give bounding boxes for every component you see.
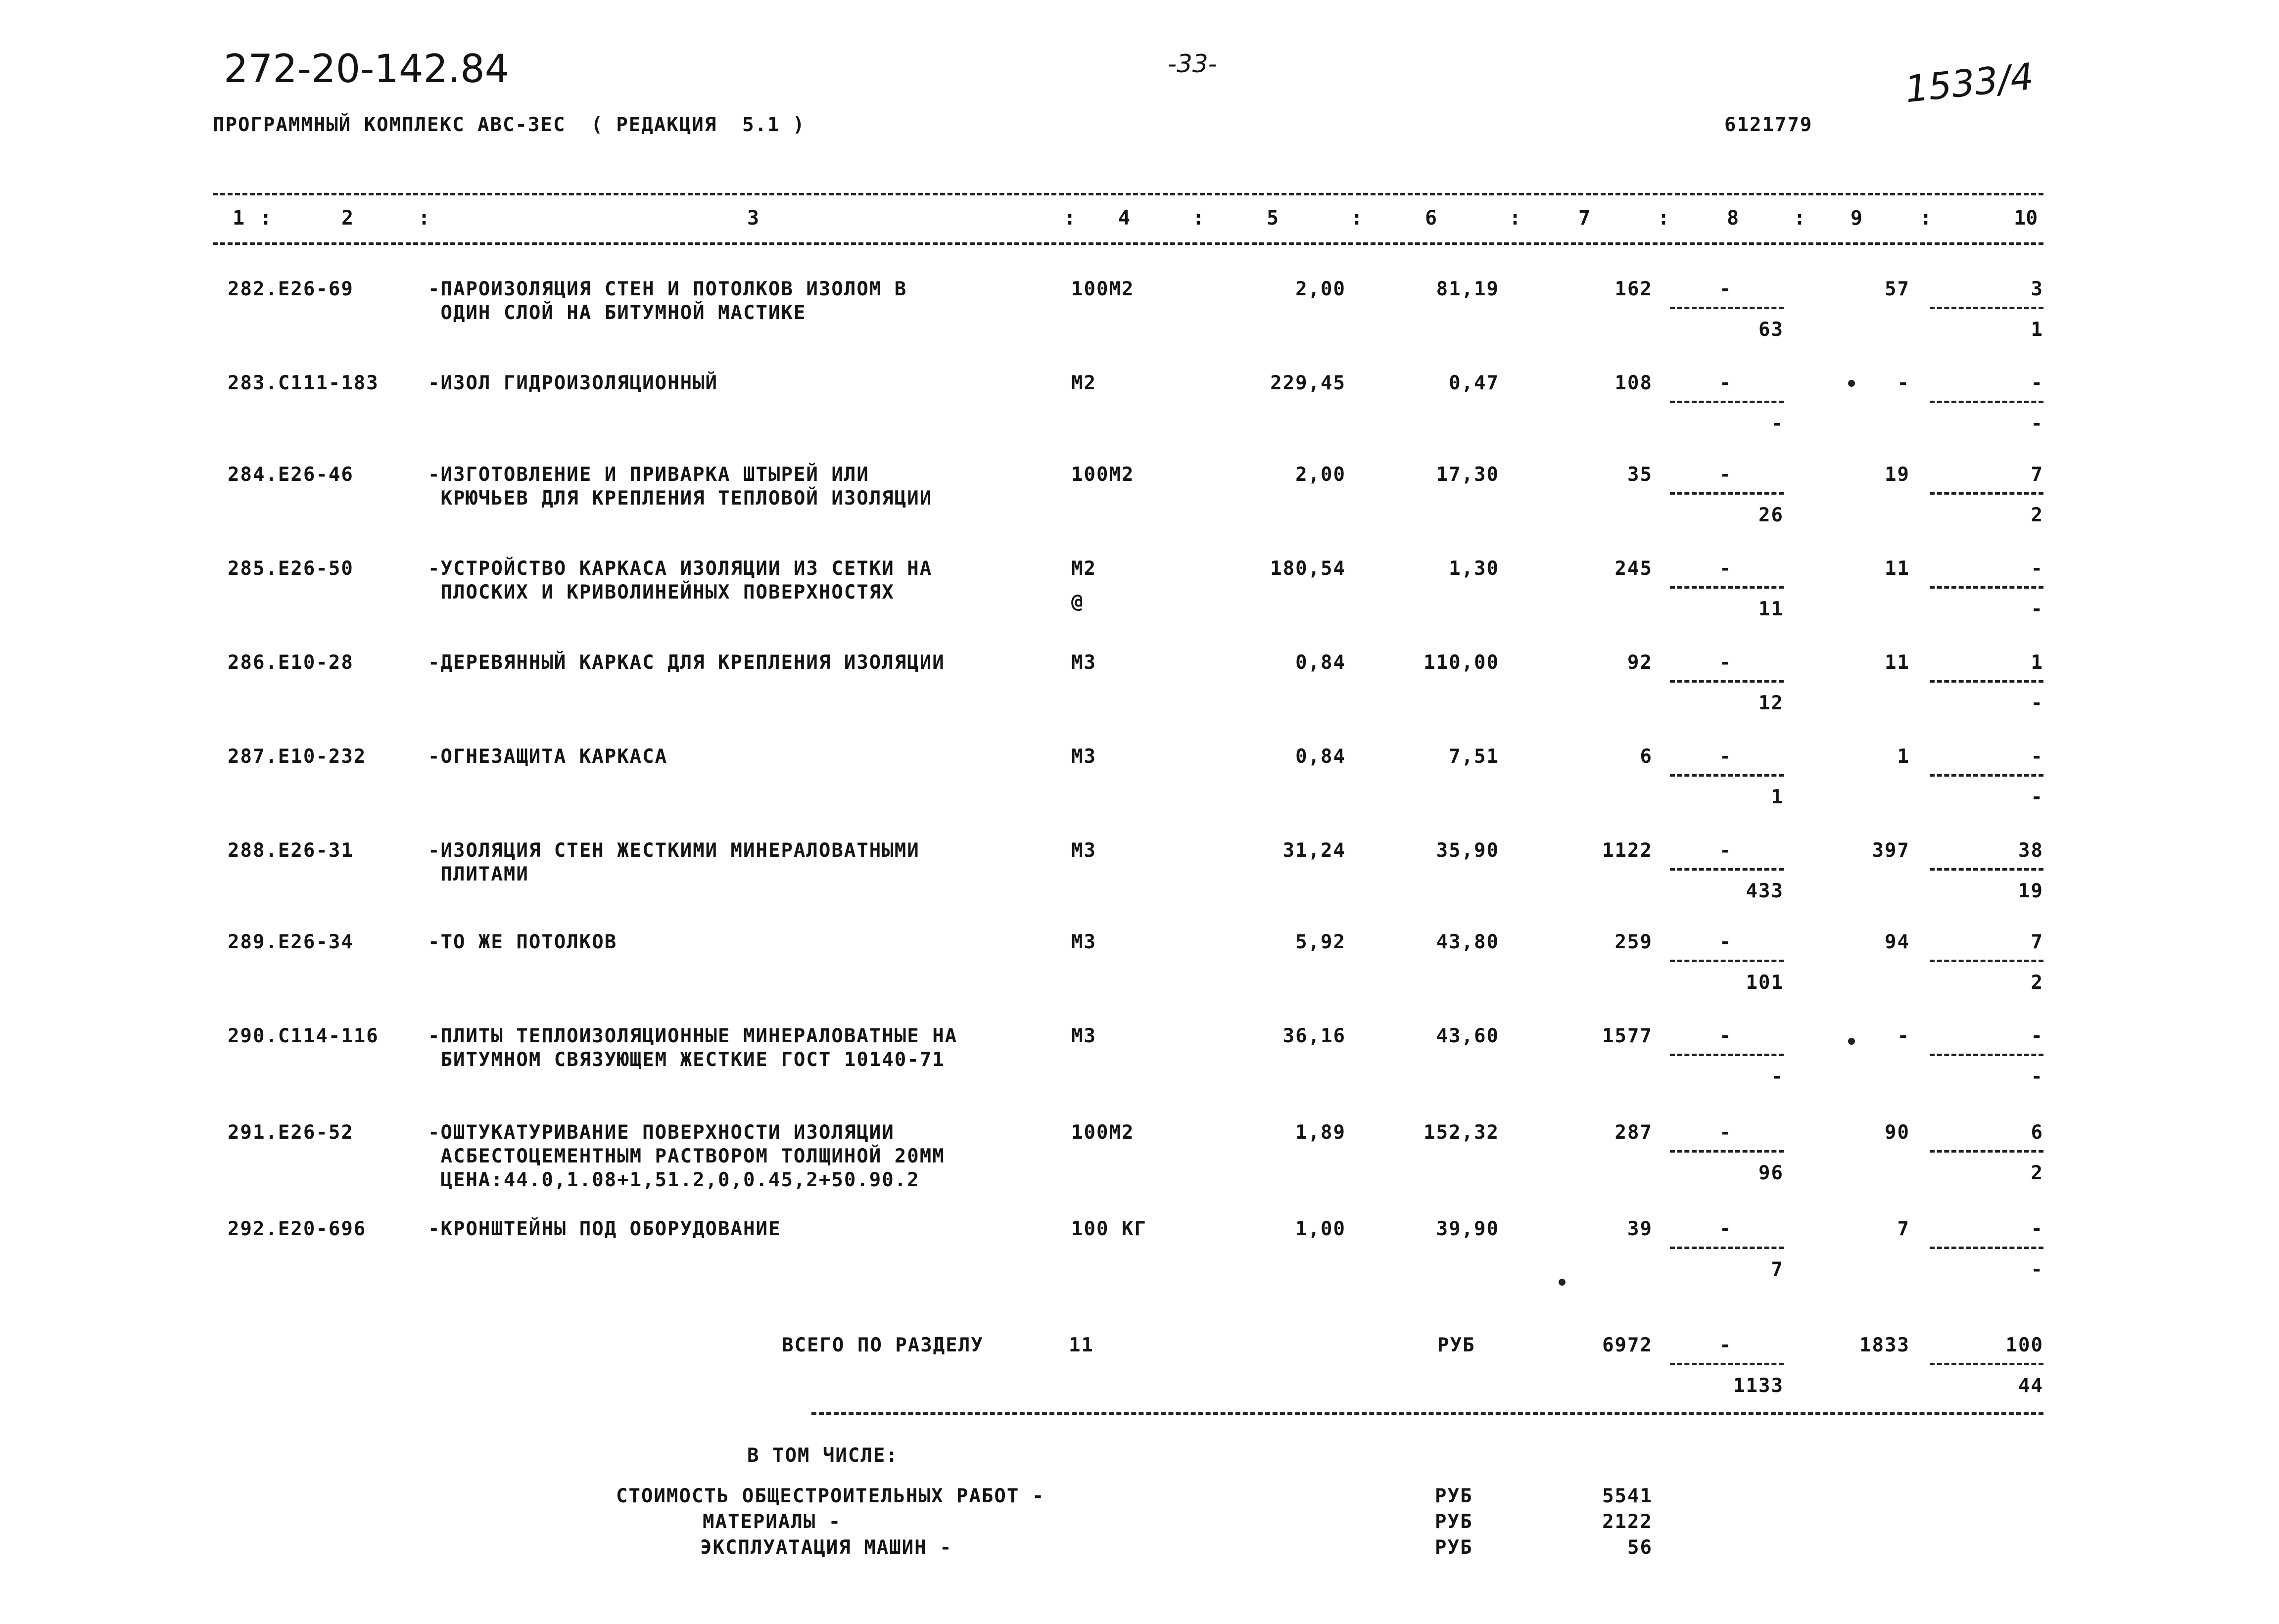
including-item-unit: РУБ (1435, 1485, 1473, 1507)
row-col8 (1670, 557, 1784, 621)
row-col8-bottom: 1 (1771, 786, 1784, 808)
row-col8-top: - (1719, 278, 1732, 300)
row-col10-rule (1930, 492, 2043, 495)
page-number: -33- (1168, 49, 1217, 78)
scan-dot (1559, 1279, 1566, 1286)
row-quantity: 229,45 (1270, 372, 1346, 394)
row-col10 (1930, 744, 2043, 809)
scan-dot (1848, 380, 1855, 387)
row-col8-top: - (1719, 931, 1732, 953)
row-code: 288.E26-31 (228, 839, 354, 862)
column-number: 1 (233, 207, 245, 230)
row-col8-rule (1670, 1150, 1784, 1153)
row-description: ПЛИТАМИ (428, 863, 529, 885)
row-col8-bottom: 11 (1758, 598, 1784, 620)
total-col8-bottom: 1133 (1733, 1375, 1784, 1397)
total-col10 (1930, 1333, 2043, 1397)
row-col8-rule (1670, 492, 1784, 495)
row-unit: М3 (1071, 931, 1096, 953)
row-col10-top: - (2031, 1218, 2043, 1240)
row-col8-top: - (1719, 1121, 1732, 1144)
row-col10-rule (1930, 1247, 2043, 1249)
row-col10-rule (1930, 401, 2043, 403)
row-col8-rule (1670, 1247, 1784, 1249)
row-col8-bottom: 12 (1758, 692, 1784, 714)
column-number: 6 (1425, 207, 1437, 230)
row-unit-price: 152,32 (1424, 1121, 1499, 1144)
row-col8 (1670, 838, 1784, 903)
row-col9: - (1897, 372, 1910, 394)
row-col9: 90 (1885, 1121, 1910, 1144)
including-item-value: 5541 (1602, 1485, 1653, 1507)
total-col9: 1833 (1859, 1334, 1910, 1356)
row-description: -ИЗОЛ ГИДРОИЗОЛЯЦИОННЫЙ (428, 372, 718, 394)
column-number: 5 (1267, 207, 1279, 230)
row-description: -УСТРОЙСТВО КАРКАСА ИЗОЛЯЦИИ ИЗ СЕТКИ НА (428, 557, 933, 580)
column-separator: : (1658, 207, 1670, 230)
row-col10-bottom: 2 (2031, 972, 2043, 994)
row-col8-rule (1670, 1054, 1784, 1056)
row-unit-price: 35,90 (1436, 839, 1499, 862)
row-quantity: 36,16 (1282, 1025, 1346, 1047)
including-item-label: СТОИМОСТЬ ОБЩЕСТРОИТЕЛЬНЫХ РАБОТ - (616, 1485, 1045, 1507)
including-label: В ТОМ ЧИСЛЕ: (747, 1444, 899, 1467)
row-code: 290.С114-116 (228, 1025, 379, 1047)
row-description: АСБЕСТОЦЕМЕНТНЫМ РАСТВОРОМ ТОЛЩИНОЙ 20ММ (428, 1145, 945, 1167)
row-col10-top: - (2031, 557, 2043, 580)
row-col10-top: 7 (2031, 464, 2043, 486)
including-item-label: ЭКСПЛУАТАЦИЯ МАШИН - (700, 1536, 952, 1559)
row-col8-rule (1670, 586, 1784, 589)
row-col10 (1930, 557, 2043, 621)
row-unit-price: 43,80 (1436, 931, 1499, 953)
row-col8 (1670, 650, 1784, 715)
row-col10-rule (1930, 868, 2043, 871)
row-col8 (1670, 277, 1784, 341)
row-col8-bottom: - (1771, 1066, 1784, 1088)
row-col9: 94 (1885, 931, 1910, 953)
row-col8-top: - (1719, 1025, 1732, 1047)
row-code: 291.E26-52 (228, 1121, 354, 1144)
row-col9: 7 (1897, 1218, 1910, 1240)
row-col8-bottom: 96 (1758, 1162, 1784, 1184)
column-number: 8 (1727, 207, 1739, 230)
row-col8 (1670, 744, 1784, 809)
row-col9: 19 (1885, 464, 1910, 486)
row-col8-bottom: 101 (1746, 972, 1784, 994)
row-description: -ПАРОИЗОЛЯЦИЯ СТЕН И ПОТОЛКОВ ИЗОЛОМ В (428, 278, 907, 300)
row-unit: М3 (1071, 839, 1096, 862)
column-separator: : (1192, 207, 1205, 230)
row-total: 108 (1614, 372, 1653, 394)
row-code: 292.E20-696 (228, 1218, 367, 1240)
row-col10-top: - (2031, 745, 2043, 768)
column-separator: : (1509, 207, 1521, 230)
row-total: 92 (1627, 651, 1653, 674)
row-col8-top: - (1719, 745, 1732, 768)
row-col8 (1670, 1024, 1784, 1088)
column-separator: : (1920, 207, 1932, 230)
row-code: 284.E26-46 (228, 464, 354, 486)
row-col10-top: 3 (2031, 278, 2043, 300)
row-description: -ИЗОЛЯЦИЯ СТЕН ЖЕСТКИМИ МИНЕРАЛОВАТНЫМИ (428, 839, 920, 862)
row-col8-rule (1670, 960, 1784, 962)
row-unit-price: 17,30 (1436, 464, 1499, 486)
row-total: 1122 (1602, 839, 1653, 862)
row-description: -ОШТУКАТУРИВАНИЕ ПОВЕРХНОСТИ ИЗОЛЯЦИИ (428, 1121, 895, 1144)
row-col8-top: - (1719, 839, 1732, 862)
including-item-value: 56 (1627, 1536, 1653, 1559)
column-separator: : (1794, 207, 1806, 230)
row-col10 (1930, 277, 2043, 341)
row-unit: М2 (1071, 372, 1096, 394)
row-col10-top: - (2031, 1025, 2043, 1047)
row-unit: М3 (1071, 745, 1096, 768)
row-col10 (1930, 650, 2043, 715)
row-quantity: 2,00 (1295, 278, 1346, 300)
row-description: БИТУМНОМ СВЯЗУЮЩЕМ ЖЕСТКИЕ ГОСТ 10140-71 (428, 1049, 945, 1071)
row-unit-price: 110,00 (1424, 651, 1499, 674)
row-total: 287 (1614, 1121, 1653, 1144)
row-unit-price: 43,60 (1436, 1025, 1499, 1047)
row-unit: М3 (1071, 1025, 1096, 1047)
row-col10-top: - (2031, 372, 2043, 394)
column-separator: : (1064, 207, 1076, 230)
row-unit-price: 0,47 (1449, 372, 1499, 394)
row-unit: М2 (1071, 557, 1096, 580)
table-top-rule (213, 193, 2043, 195)
row-unit: 100М2 (1071, 1121, 1135, 1144)
row-col10 (1930, 371, 2043, 435)
row-col10-rule (1930, 1054, 2043, 1056)
total-col10-top: 100 (2005, 1334, 2043, 1356)
row-unit-price: 81,19 (1436, 278, 1499, 300)
row-description: -ТО ЖЕ ПОТОЛКОВ (428, 931, 617, 953)
row-col10-bottom: 19 (2018, 880, 2043, 902)
row-code: 283.С111-183 (228, 372, 379, 394)
row-col10-top: 1 (2031, 651, 2043, 674)
row-quantity: 1,89 (1295, 1121, 1346, 1144)
total-unit: РУБ (1437, 1334, 1475, 1356)
doc-code: 272-20-142.84 (224, 47, 510, 92)
row-col10 (1930, 463, 2043, 527)
row-col10 (1930, 1024, 2043, 1088)
row-quantity: 0,84 (1295, 745, 1346, 768)
row-unit: 100М2 (1071, 464, 1135, 486)
row-unit-price: 7,51 (1449, 745, 1499, 768)
row-description: ОДИН СЛОЙ НА БИТУМНОЙ МАСТИКЕ (428, 302, 807, 324)
row-col10-bottom: 2 (2031, 504, 2043, 526)
row-code: 285.E26-50 (228, 557, 354, 580)
row-col10-bottom: 1 (2031, 319, 2043, 341)
row-col10-bottom: - (2031, 598, 2043, 620)
row-col8-bottom: 63 (1758, 319, 1784, 341)
row-col10-bottom: 2 (2031, 1162, 2043, 1184)
row-col8-top: - (1719, 651, 1732, 674)
row-description: -ДЕРЕВЯННЫЙ КАРКАС ДЛЯ КРЕПЛЕНИЯ ИЗОЛЯЦИИ (428, 651, 945, 674)
row-total: 39 (1627, 1218, 1653, 1240)
program-code: 6121779 (1724, 114, 1813, 136)
row-unit: 100М2 (1071, 278, 1135, 300)
row-col10-bottom: - (2031, 1258, 2043, 1281)
row-col10 (1930, 930, 2043, 994)
total-section: 11 (1069, 1334, 1094, 1356)
column-separator: : (260, 207, 272, 230)
row-col9: - (1897, 1025, 1910, 1047)
including-item-label: МАТЕРИАЛЫ - (703, 1511, 842, 1533)
row-total: 259 (1614, 931, 1653, 953)
row-quantity: 2,00 (1295, 464, 1346, 486)
column-number: 9 (1851, 207, 1863, 230)
including-item-value: 2122 (1602, 1511, 1653, 1533)
including-item-unit: РУБ (1435, 1511, 1473, 1533)
row-col10 (1930, 838, 2043, 903)
row-col8-rule (1670, 307, 1784, 309)
row-total: 35 (1627, 464, 1653, 486)
row-col8-rule (1670, 774, 1784, 777)
row-total: 1577 (1602, 1025, 1653, 1047)
row-total: 162 (1614, 278, 1653, 300)
row-col8-bottom: - (1771, 413, 1784, 435)
column-separator: : (418, 207, 430, 230)
row-col9: 11 (1885, 557, 1910, 580)
row-code: 286.E10-28 (228, 651, 354, 674)
row-description: -ОГНЕЗАЩИТА КАРКАСА (428, 745, 668, 768)
row-col8-rule (1670, 401, 1784, 403)
row-col8 (1670, 930, 1784, 994)
column-number: 7 (1578, 207, 1591, 230)
total-col8 (1670, 1333, 1784, 1397)
row-col10-rule (1930, 774, 2043, 777)
row-unit: 100 КГ (1071, 1218, 1147, 1240)
row-quantity: 1,00 (1295, 1218, 1346, 1240)
including-item-unit: РУБ (1435, 1536, 1473, 1559)
row-col10 (1930, 1120, 2043, 1185)
program-title: ПРОГРАММНЫЙ КОМПЛЕКС АВС-ЗЕС ( РЕДАКЦИЯ 5.1 ) (213, 114, 806, 136)
row-col8 (1670, 1217, 1784, 1281)
total-label: ВСЕГО ПО РАЗДЕЛУ (782, 1334, 984, 1356)
header-bottom-rule (213, 242, 2043, 245)
row-code: 282.E26-69 (228, 278, 354, 300)
row-col8 (1670, 371, 1784, 435)
row-unit-price: 1,30 (1449, 557, 1499, 580)
row-col9: 397 (1872, 839, 1910, 862)
row-unit: М3 (1071, 651, 1096, 674)
row-col10-top: 6 (2031, 1121, 2043, 1144)
total-sum: 6972 (1602, 1334, 1653, 1356)
row-col8-top: - (1719, 1218, 1732, 1240)
row-description: КРЮЧЬЕВ ДЛЯ КРЕПЛЕНИЯ ТЕПЛОВОЙ ИЗОЛЯЦИИ (428, 487, 933, 510)
column-number: 2 (341, 207, 354, 230)
row-col8-rule (1670, 680, 1784, 683)
row-col8-top: - (1719, 464, 1732, 486)
row-col10-top: 38 (2018, 839, 2043, 862)
row-description: ПЛОСКИХ И КРИВОЛИНЕЙНЫХ ПОВЕРХНОСТЯХ (428, 581, 895, 603)
row-col9: 1 (1897, 745, 1910, 768)
total-bottom-rule (811, 1412, 2043, 1415)
row-col10-rule (1930, 960, 2043, 962)
row-col8-bottom: 7 (1771, 1258, 1784, 1281)
row-col8-rule (1670, 868, 1784, 871)
row-col10-rule (1930, 586, 2043, 589)
row-quantity: 180,54 (1270, 557, 1346, 580)
row-quantity: 0,84 (1295, 651, 1346, 674)
row-col10-bottom: - (2031, 1066, 2043, 1088)
row-col10-bottom: - (2031, 692, 2043, 714)
row-col8 (1670, 463, 1784, 527)
row-col8-bottom: 26 (1758, 504, 1784, 526)
column-separator: : (1351, 207, 1363, 230)
row-col10-bottom: - (2031, 786, 2043, 808)
row-code: 287.E10-232 (228, 745, 367, 768)
total-col10-bottom: 44 (2018, 1375, 2043, 1397)
row-quantity: 5,92 (1295, 931, 1346, 953)
row-unit-price: 39,90 (1436, 1218, 1499, 1240)
sheet-number: 1533/4 (1903, 55, 2036, 111)
row-col9: 57 (1885, 278, 1910, 300)
row-col8-top: - (1719, 557, 1732, 580)
row-col10-top: 7 (2031, 931, 2043, 953)
column-number: 4 (1118, 207, 1131, 230)
row-total: 6 (1640, 745, 1653, 768)
row-description: -КРОНШТЕЙНЫ ПОД ОБОРУДОВАНИЕ (428, 1218, 781, 1240)
row-description: -ИЗГОТОВЛЕНИЕ И ПРИВАРКА ШТЫРЕЙ ИЛИ (428, 464, 869, 486)
row-description: -ПЛИТЫ ТЕПЛОИЗОЛЯЦИОННЫЕ МИНЕРАЛОВАТНЫЕ НА (428, 1025, 958, 1047)
column-number: 10 (2014, 207, 2038, 230)
row-total: 245 (1614, 557, 1653, 580)
row-col10 (1930, 1217, 2043, 1281)
row-col8-top: - (1719, 372, 1732, 394)
row-col9: 11 (1885, 651, 1910, 674)
total-col8-top: - (1719, 1334, 1732, 1356)
row-quantity: 31,24 (1282, 839, 1346, 862)
column-number: 3 (747, 207, 760, 230)
handwritten-mark: @ (1071, 591, 1084, 613)
row-code: 289.E26-34 (228, 931, 354, 953)
row-col8-bottom: 433 (1746, 880, 1784, 902)
row-col10-rule (1930, 307, 2043, 309)
row-description: ЦЕНА:44.0,1.08+1,51.2,0,0.45,2+50.90.2 (428, 1169, 920, 1191)
scan-dot (1848, 1038, 1855, 1045)
row-col10-bottom: - (2031, 413, 2043, 435)
row-col8 (1670, 1120, 1784, 1185)
row-col10-rule (1930, 1150, 2043, 1153)
row-col10-rule (1930, 680, 2043, 683)
